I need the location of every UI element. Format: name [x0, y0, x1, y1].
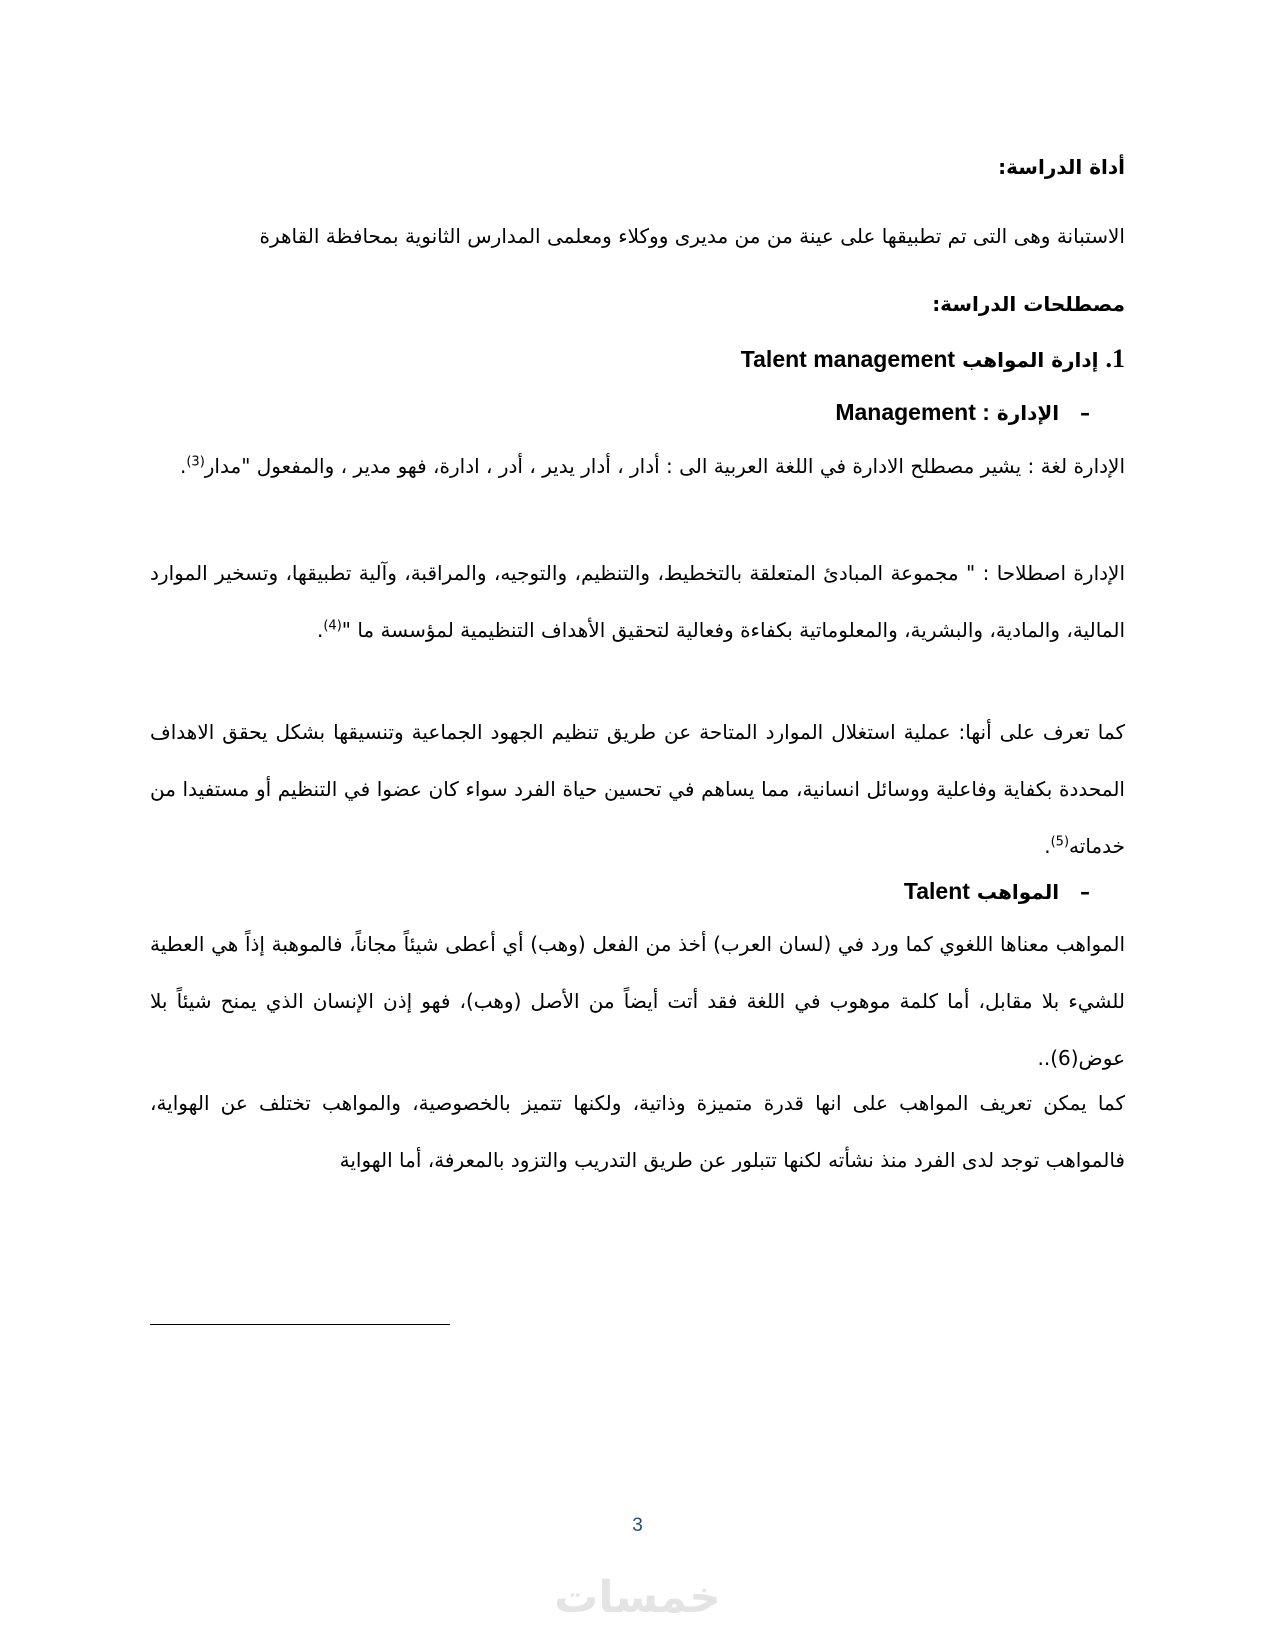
para-lang-text: الإدارة لغة : يشير مصطلح الادارة في اللغة العربية الى : أدار ، أدار يدير ، أدر ، ادارة، فهو مدير ، والمفعول "مدار [204, 454, 1125, 478]
page-number: 3 [632, 1515, 643, 1536]
sub2-title-ar: المواهب [976, 880, 1060, 904]
para-term-text: الإدارة اصطلاحا : " مجموعة المبادئ المتعلقة بالتخطيط، والتنظيم، والتوجيه، والمراقبة، وآلية تطبيقها، وتسخير الموارد المالية، والمادية، والبشرية، والمعلوماتية بكفاءة وفعالية لتحقيق الأهداف التنظيمية لمؤسسة ما " [150, 561, 1125, 642]
paragraph-talent-hobby: كما يمكن تعريف المواهب على انها قدرة متميزة وذاتية، ولكنها تتميز بالخصوصية، والمواهب تختلف عن الهواية، فالمواهب توجد لدى الفرد منذ نشأته لكنها تتبلور عن طريق التدريب والتزود بالمعرفة، أما الهواية [150, 1091, 1125, 1172]
paragraph-term-definition [150, 545, 1125, 659]
section-tool-heading: أداة الدراسة: [998, 155, 1125, 179]
footnote-ref-5: (5) [1050, 834, 1070, 850]
watermark-logo: خمسات [554, 1572, 721, 1623]
sub2-title-en: Talent [903, 878, 970, 904]
sub1-heading [150, 384, 1125, 442]
sub2-dash: – [1080, 880, 1090, 904]
section-tool-paragraph: الاستبانة وهى التى تم تطبيقها على عينة من من مديرى ووكلاء ومعلمى المدارس الثانوية بمحافظة القاهرة [259, 224, 1125, 248]
para-def-text: كما تعرف على أنها: عملية استغلال الموارد المتاحة عن طريق تنظيم الجهود الجماعية وتنسيقها بشكل يحقق الاهداف المحددة بكفاية وفاعلية ووسائل انسانية، مما يساهم في تحسين حياة الفرد سواء كان عضوا في التنظيم أو مستفيدا من خدماته [150, 720, 1125, 858]
item1-title-en: Talent management [740, 346, 956, 372]
paragraph-management-definition [150, 704, 1125, 875]
para-lang-end: . [179, 454, 187, 478]
para-def-end: . [1044, 834, 1051, 858]
footnote-separator [150, 1324, 450, 1325]
paragraph-language-definition [150, 438, 1125, 495]
sub1-dash: – [1080, 401, 1090, 425]
footnote-ref-4: (4) [323, 618, 342, 634]
sub1-title-ar: الإدارة [996, 401, 1060, 425]
sub1-title-en: Management : [835, 399, 990, 425]
item1-heading [150, 330, 1125, 389]
item1-number: 1. [1105, 344, 1125, 373]
footnote-ref-3: (3) [186, 454, 205, 470]
paragraph-talent-definition: المواهب معناها اللغوي كما ورد في (لسان العرب) أخذ من الفعل (وهب) أي أعطى شيئاً مجاناً، فالموهبة إذاً هي العطية للشيء بلا مقابل، أما كلمة موهوب في اللغة فقد أتت أيضاً من الأصل (وهب)، فهو إذن الإنسان الذي يمنح شيئاً بلا عوض(6).. [150, 932, 1125, 1070]
terms-heading: مصطلحات الدراسة: [932, 292, 1125, 316]
item1-title-ar: إدارة المواهب [962, 348, 1099, 372]
sub2-heading [150, 863, 1125, 921]
para-term-end: . [316, 618, 324, 642]
